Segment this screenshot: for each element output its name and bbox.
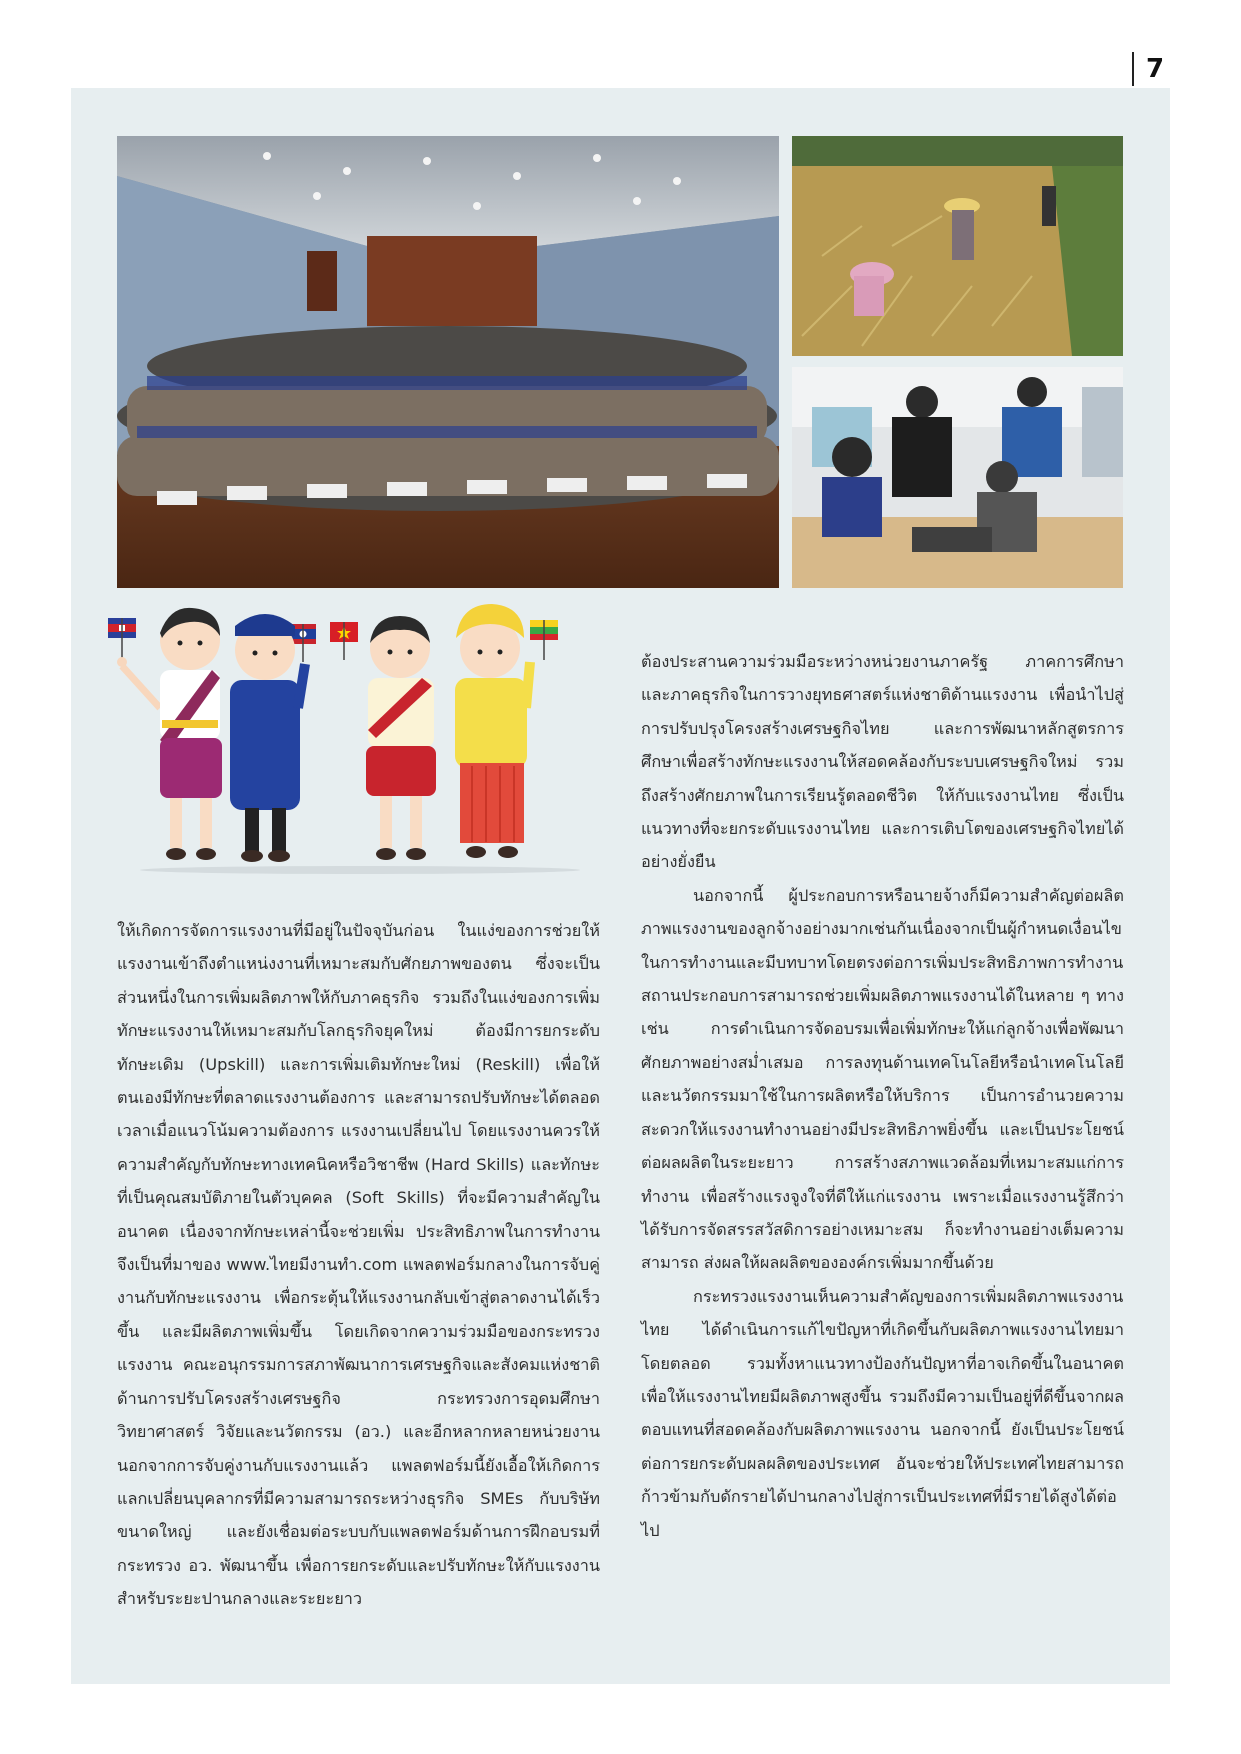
right-paragraph-3: กระทรวงแรงงานเห็นความสำคัญของการเพิ่มผลิตภาพแรงงานไทย ได้ดำเนินการแก้ไขปัญหาที่เกิดขึ้นกับผลิตภาพแรงงานไทยมาโดยตลอด รวมทั้งหาแนวทางป้องกันปัญหาที่อาจเกิดขึ้นในอนาคต เพื่อให้แรงงานไทยมีผลิตภาพสูงขึ้น รวมถึงมีความเป็นอยู่ที่ดีขึ้นจากผลตอบแทนที่สอดคล้องกับผลิตภาพแรงงาน นอกจากนี้ ยังเป็นประโยชน์ต่อการยกระดับผลผลิตของประเทศ อันจะช่วยให้ประเทศไทยสามารถก้าวข้ามกับดักรายได้ปานกลางไปสู่การเป็นประเทศที่มีรายได้สูงได้ต่อไป	[641, 1286, 1124, 1540]
character-1	[108, 608, 222, 860]
rice-harvest-photo	[792, 136, 1123, 356]
seminar-hall-photo	[117, 136, 779, 588]
page-number: 7	[1146, 54, 1165, 84]
character-2	[230, 614, 316, 862]
page-number-divider	[1132, 52, 1134, 86]
left-paragraph: ให้เกิดการจัดการแรงงานที่มีอยู่ในปัจจุบันก่อน ในแง่ของการช่วยให้แรงงานเข้าถึงตำแหน่งงานที่เหมาะสมกับศักยภาพของตน ซึ่งจะเป็นส่วนหนึ่งในการเพิ่มผลิตภาพให้กับภาคธุรกิจ รวมถึงในแง่ของการเพิ่มทักษะแรงงานให้เหมาะสมกับโลกธุรกิจยุคใหม่ ต้องมีการยกระดับทักษะเดิม (Upskill) และการเพิ่มเติมทักษะใหม่ (Reskill) เพื่อให้ตนเองมีทักษะที่ตลาดแรงงานต้องการ และสามารถปรับทักษะได้ตลอดเวลาเมื่อแนวโน้มความต้องการ แรงงานเปลี่ยนไป โดยแรงงานควรให้ความสำคัญกับทักษะทางเทคนิคหรือวิชาชีพ (Hard Skills) และทักษะที่เป็นคุณสมบัติภายในตัวบุคคล (Soft Skills) ที่จะมีความสำคัญในอนาคต เนื่องจากทักษะเหล่านี้จะช่วยเพิ่ม ประสิทธิภาพในการทำงาน จึงเป็นที่มาของ www.ไทยมีงานทำ.com แพลตฟอร์มกลางในการจับคู่งานกับทักษะแรงงาน เพื่อกระตุ้นให้แรงงานกลับเข้าสู่ตลาดงานได้เร็วขึ้น และมีผลิตภาพเพิ่มขึ้น โดยเกิดจากความร่วมมือของกระทรวงแรงงาน คณะอนุกรรมการสภาพัฒนาการเศรษฐกิจและสังคมแห่งชาติด้านการปรับโครงสร้างเศรษฐกิจ กระทรวงการอุดมศึกษา วิทยาศาสตร์ วิจัยและนวัตกรรม (อว.) และอีกหลากหลายหน่วยงาน นอกจากการจับคู่งานกับแรงงานแล้ว แพลตฟอร์มนี้ยังเอื้อให้เกิดการแลกเปลี่ยนบุคลากรที่มีความสามารถระหว่างธุรกิจ SMEs กับบริษัทขนาดใหญ่ และยังเชื่อมต่อระบบกับแพลตฟอร์มด้านการฝึกอบรมที่กระทรวง อว. พัฒนาขึ้น เพื่อการยกระดับและปรับทักษะให้กับแรงงาน สำหรับระยะปานกลางและระยะยาว	[117, 921, 600, 1609]
asean-characters-illustration	[100, 598, 600, 878]
electronics-workshop-photo	[792, 367, 1123, 588]
left-text-column	[117, 914, 600, 1616]
right-paragraph-1: ต้องประสานความร่วมมือระหว่างหน่วยงานภาครัฐ ภาคการศึกษา และภาคธุรกิจในการวางยุทธศาสตร์แห่งชาติด้านแรงงาน เพื่อนำไปสู่การปรับปรุงโครงสร้างเศรษฐกิจไทย และการพัฒนาหลักสูตรการศึกษาเพื่อสร้างทักษะแรงงานให้สอดคล้องกับระบบเศรษฐกิจใหม่ รวมถึงสร้างศักยภาพในการเรียนรู้ตลอดชีวิต ให้กับแรงงานไทย ซึ่งเป็นแนวทางที่จะยกระดับแรงงานไทย และการเติบโตของเศรษฐกิจไทยได้อย่างยั่งยืน	[641, 652, 1124, 872]
character-4	[455, 604, 558, 858]
right-paragraph-2: นอกจากนี้ ผู้ประกอบการหรือนายจ้างก็มีความสำคัญต่อผลิตภาพแรงงานของลูกจ้างอย่างมากเช่นกันเนื่องจากเป็นผู้กำหนดเงื่อนไขในการทำงานและมีบทบาทโดยตรงต่อการเพิ่มประสิทธิภาพการทำงาน สถานประกอบการสามารถช่วยเพิ่มผลิตภาพแรงงานได้ในหลาย ๆ ทาง เช่น การดำเนินการจัดอบรมเพื่อเพิ่มทักษะให้แก่ลูกจ้างเพื่อพัฒนาศักยภาพอย่างสม่ำเสมอ การลงทุนด้านเทคโนโลยีหรือนำเทคโนโลยีและนวัตกรรมมาใช้ในการผลิตหรือให้บริการ เป็นการอำนวยความสะดวกให้แรงงานทำงานอย่างมีประสิทธิภาพยิ่งขึ้น และเป็นประโยชน์ต่อผลผลิตในระยะยาว การสร้างสภาพแวดล้อมที่เหมาะสมแก่การทำงาน เพื่อสร้างแรงจูงใจที่ดีให้แก่แรงงาน เพราะเมื่อแรงงานรู้สึกว่าได้รับการจัดสรรสวัสดิการอย่างเหมาะสม ก็จะทำงานอย่างเต็มความสามารถ ส่งผลให้ผลผลิตขององค์กรเพิ่มมากขึ้นด้วย	[641, 885, 1124, 1273]
page-number-block	[1132, 52, 1164, 86]
character-3	[330, 616, 436, 860]
right-text-column	[641, 645, 1124, 1547]
